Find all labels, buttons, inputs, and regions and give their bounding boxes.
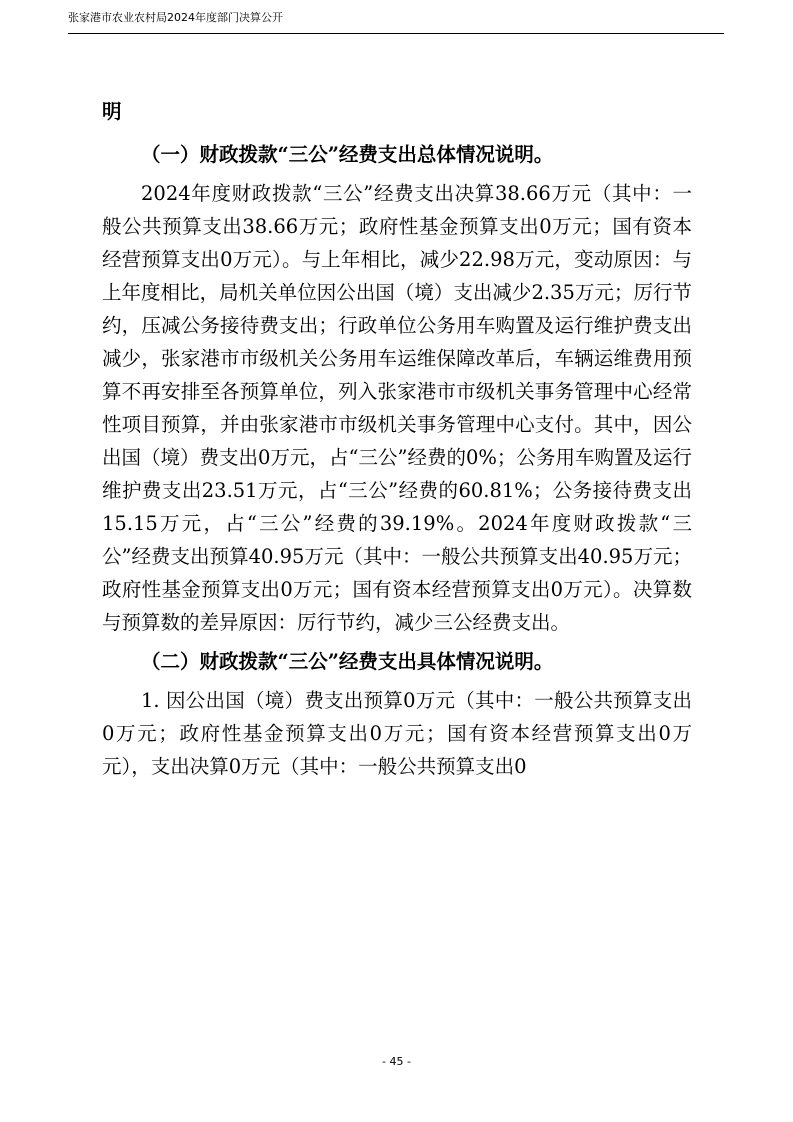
section-1-paragraph: 2024年度财政拨款“三公”经费支出决算38.66万元（其中：一般公共预算支出38.66万元；政府性基金预算支出0万元；国有资本经营预算支出0万元）。与上年相比，减少22.98万元，变动原因：与上年度相比，局机关单位因公出国（境）支出减少2.35万元；厉行节约，压减公务接待费支出；行政单位公务用车购置及运行维护费支出减少，张家港市市级机关公务用车运维保障改革后，车辆运维费用预算不再安排至各预算单位，列入张家港市市级机关事务管理中心经常性项目预算，并由张家港市市级机关事务管理中心支付。其中，因公出国（境）费支出0万元，占“三公”经费的0%；公务用车购置及运行维护费支出23.51万元，占“三公”经费的60.81%；公务接待费支出15.15万元，占“三公”经费的39.19%。2024年度财政拨款“三公”经费支出预算40.95万元（其中：一般公共预算支出40.95万元；政府性基金预算支出0万元；国有资本经营预算支出0万元）。决算数与预算数的差异原因：厉行节约，减少三公经费支出。 [102,182,692,634]
page-header-title: 张家港市农业农村局2024年度部门决算公开 [68,11,283,24]
page-number: - 45 - [382,1055,411,1068]
document-body [102,95,692,783]
section-1-heading: （一）财政拨款“三公”经费支出总体情况说明。 [141,143,554,166]
section-2-paragraph: 1. 因公出国（境）费支出预算0万元（其中：一般公共预算支出0万元；政府性基金预算支出0万元；国有资本经营预算支出0万元），支出决算0万元（其中：一般公共预算支出0 [102,689,692,778]
continued-heading-fragment: 明 [102,100,122,123]
section-2-heading: （二）财政拨款“三公”经费支出具体情况说明。 [141,650,554,673]
header-divider [68,33,724,34]
